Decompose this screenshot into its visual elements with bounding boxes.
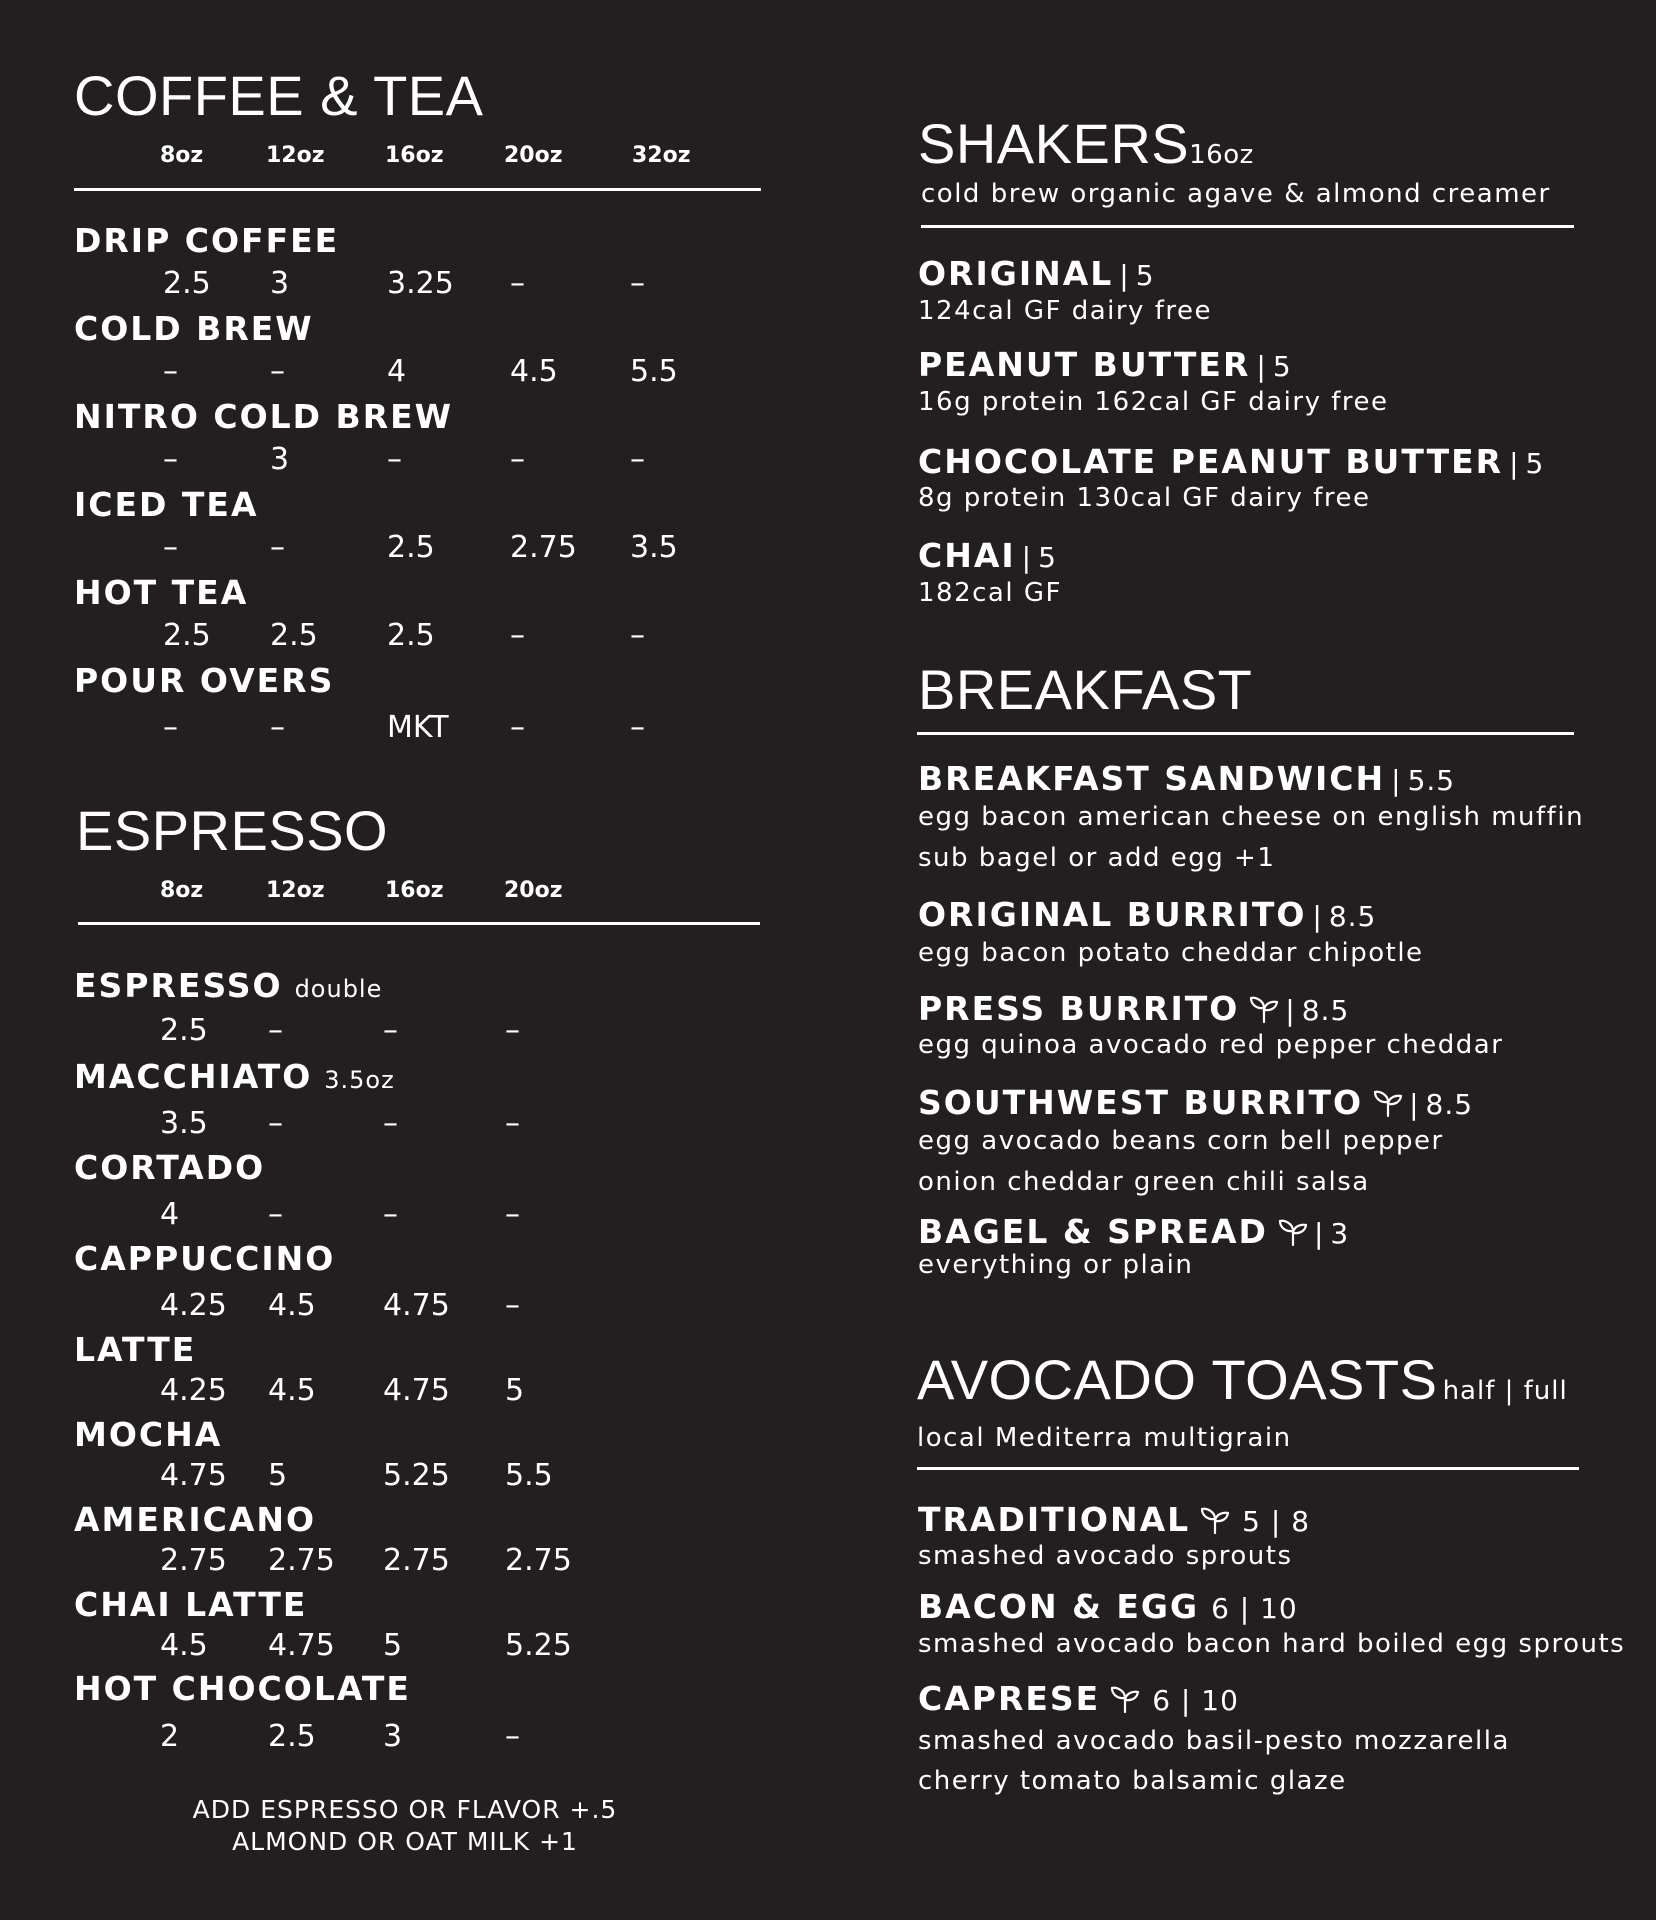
menu-item-header xyxy=(918,254,1155,293)
size-label: 12oz xyxy=(266,878,325,903)
sprout-icon xyxy=(1110,1684,1140,1714)
price-cell: 2.5 xyxy=(270,618,318,653)
milk-note: ALMOND OR OAT MILK +1 xyxy=(232,1827,578,1856)
shakers-heading xyxy=(918,112,1254,175)
menu-item-name: HOT CHOCOLATE xyxy=(74,1669,411,1708)
price-cell: – xyxy=(510,266,525,301)
menu-item-name: CAPPUCCINO xyxy=(74,1239,336,1278)
menu-item-price: 8.5 xyxy=(1328,900,1377,933)
menu-item-name: BACON & EGG xyxy=(918,1587,1200,1626)
menu-item-price: 5 | 8 xyxy=(1242,1505,1311,1538)
price-cell: 4.75 xyxy=(268,1628,335,1663)
menu-item-price: 5 xyxy=(1272,350,1292,383)
menu-item-name: POUR OVERS xyxy=(74,661,335,700)
price-cell: 4.25 xyxy=(160,1373,227,1408)
menu-item-header xyxy=(918,1679,1239,1718)
price-cell: – xyxy=(270,530,285,565)
menu-item-price: 5 xyxy=(1525,447,1545,480)
price-cell: – xyxy=(630,710,645,745)
price-cell: 2.75 xyxy=(268,1543,335,1578)
shakers-size: 16oz xyxy=(1189,140,1254,170)
price-cell: 3 xyxy=(383,1719,403,1754)
menu-item-name: CHOCOLATE PEANUT BUTTER xyxy=(918,442,1504,481)
menu-item-price: 5 xyxy=(1135,259,1155,292)
price-separator: | xyxy=(1409,1088,1420,1121)
price-cell: 5.5 xyxy=(505,1458,553,1493)
price-cell: 4.5 xyxy=(268,1288,316,1323)
price-cell: 5.5 xyxy=(630,354,678,389)
size-label: 8oz xyxy=(160,878,204,903)
price-cell: – xyxy=(163,530,178,565)
size-label: 12oz xyxy=(266,143,325,168)
espresso-title: ESPRESSO xyxy=(76,799,389,862)
menu-item-name: ORIGINAL xyxy=(918,254,1114,293)
price-cell: 2.75 xyxy=(510,530,577,565)
menu-item-description: everything or plain xyxy=(918,1250,1194,1280)
toasts-size-labels: half | full xyxy=(1442,1376,1568,1406)
item-note: 3.5oz xyxy=(324,1066,395,1094)
price-cell: 2.75 xyxy=(505,1543,572,1578)
price-separator: | xyxy=(1021,541,1033,574)
price-cell: – xyxy=(268,1013,283,1048)
toasts-title: AVOCADO TOASTS xyxy=(917,1348,1438,1411)
price-cell: – xyxy=(270,710,285,745)
price-separator: | xyxy=(1119,259,1130,292)
price-cell: – xyxy=(505,1719,520,1754)
menu-item-header xyxy=(918,442,1545,481)
price-cell: – xyxy=(383,1197,398,1232)
menu-item-description: 124cal GF dairy free xyxy=(918,296,1212,326)
menu-item-name-row xyxy=(74,1415,223,1454)
menu-item-header xyxy=(918,989,1350,1028)
price-cell: – xyxy=(630,618,645,653)
menu-item-name: MACCHIATO xyxy=(74,1057,313,1096)
menu-item-name: HOT TEA xyxy=(74,573,249,612)
menu-item-name: BREAKFAST SANDWICH xyxy=(918,759,1386,798)
price-cell: 2.5 xyxy=(387,618,435,653)
price-separator: | xyxy=(1285,994,1296,1027)
menu-item-price: 3 xyxy=(1330,1217,1350,1250)
menu-item-price: 5.5 xyxy=(1407,764,1456,797)
price-cell: 2.75 xyxy=(383,1543,450,1578)
price-cell: 2 xyxy=(160,1719,180,1754)
shakers-title: SHAKERS xyxy=(918,112,1190,175)
menu-item-description: smashed avocado bacon hard boiled egg sprouts xyxy=(918,1629,1626,1659)
price-cell: – xyxy=(630,266,645,301)
price-cell: 5.25 xyxy=(383,1458,450,1493)
price-cell: – xyxy=(383,1013,398,1048)
menu-item-name: SOUTHWEST BURRITO xyxy=(918,1083,1364,1122)
price-cell: 2.5 xyxy=(163,266,211,301)
menu-item-description: egg avocado beans corn bell pepper xyxy=(918,1126,1444,1156)
size-label: 16oz xyxy=(385,143,444,168)
price-separator: | xyxy=(1312,900,1323,933)
menu-item-name: CORTADO xyxy=(74,1148,266,1187)
price-cell: 2.75 xyxy=(160,1543,227,1578)
menu-item-name: PEANUT BUTTER xyxy=(918,345,1251,384)
menu-item-description: smashed avocado basil-pesto mozzarella xyxy=(918,1726,1510,1756)
menu-item-header xyxy=(918,759,1456,798)
price-cell: – xyxy=(505,1288,520,1323)
price-cell: 2.5 xyxy=(163,618,211,653)
price-cell: – xyxy=(270,354,285,389)
menu-item-name-row xyxy=(74,1148,266,1187)
menu-item-name: AMERICANO xyxy=(74,1500,317,1539)
price-cell: 3 xyxy=(270,442,290,477)
menu-item-name: PRESS BURRITO xyxy=(918,989,1240,1028)
menu-item-name-row xyxy=(74,1057,395,1096)
menu-item-name: COLD BREW xyxy=(74,309,314,348)
price-cell: – xyxy=(505,1013,520,1048)
menu-item-description: cherry tomato balsamic glaze xyxy=(918,1766,1347,1796)
size-label: 20oz xyxy=(504,143,563,168)
menu-item-description: 182cal GF xyxy=(918,578,1062,608)
menu-item-name: MOCHA xyxy=(74,1415,223,1454)
menu-item-name-row xyxy=(74,1500,317,1539)
menu-item-name: ORIGINAL BURRITO xyxy=(918,895,1307,934)
price-cell: – xyxy=(505,1106,520,1141)
menu-item-price: 6 | 10 xyxy=(1211,1592,1298,1625)
price-cell: 3.5 xyxy=(630,530,678,565)
price-cell: 4 xyxy=(160,1197,180,1232)
price-cell: 4.5 xyxy=(268,1373,316,1408)
menu-item-description: onion cheddar green chili salsa xyxy=(918,1167,1370,1197)
menu-item-description: smashed avocado sprouts xyxy=(918,1541,1293,1571)
menu-item-header xyxy=(918,1212,1350,1251)
price-separator: | xyxy=(1313,1217,1325,1250)
price-cell: – xyxy=(163,354,178,389)
sprout-icon xyxy=(1249,994,1279,1024)
divider xyxy=(917,732,1574,735)
menu-item-name-row xyxy=(74,1330,197,1369)
price-cell: – xyxy=(510,442,525,477)
price-separator: | xyxy=(1509,447,1520,480)
item-note: double xyxy=(294,975,383,1003)
menu-item-name-row xyxy=(74,1239,336,1278)
price-cell: 4 xyxy=(387,354,407,389)
shakers-subtitle: cold brew organic agave & almond creamer xyxy=(921,179,1551,209)
price-cell: – xyxy=(510,618,525,653)
price-cell: – xyxy=(163,442,178,477)
menu-item-description: egg bacon potato cheddar chipotle xyxy=(918,938,1424,968)
price-cell: 5 xyxy=(383,1628,403,1663)
menu-item-name: TRADITIONAL xyxy=(918,1500,1191,1539)
menu-item-header xyxy=(918,895,1377,934)
breakfast-title: BREAKFAST xyxy=(918,658,1253,721)
toasts-heading xyxy=(917,1348,1568,1411)
price-cell: 5 xyxy=(268,1458,288,1493)
price-cell: 2.5 xyxy=(268,1719,316,1754)
toasts-subtitle: local Mediterra multigrain xyxy=(917,1423,1292,1453)
menu-item-description: 16g protein 162cal GF dairy free xyxy=(918,387,1389,417)
size-label: 16oz xyxy=(385,878,444,903)
size-label: 32oz xyxy=(632,143,691,168)
price-cell: 5 xyxy=(505,1373,525,1408)
menu-item-price: 8.5 xyxy=(1301,994,1350,1027)
menu-item-header xyxy=(918,1500,1311,1539)
menu-item-price: 6 | 10 xyxy=(1152,1684,1239,1717)
price-cell: – xyxy=(630,442,645,477)
menu-item-description: egg quinoa avocado red pepper cheddar xyxy=(918,1030,1504,1060)
menu-item-name: CHAI xyxy=(918,536,1016,575)
price-cell: 4.75 xyxy=(160,1458,227,1493)
menu-item-name-row xyxy=(74,1585,308,1624)
size-label: 20oz xyxy=(504,878,563,903)
sprout-icon xyxy=(1200,1505,1230,1535)
price-cell: – xyxy=(268,1197,283,1232)
price-cell: 4.75 xyxy=(383,1373,450,1408)
menu-item-name: NITRO COLD BREW xyxy=(74,397,454,436)
menu-item-description: sub bagel or add egg +1 xyxy=(918,843,1276,873)
menu-item-header xyxy=(918,1587,1298,1626)
price-cell: – xyxy=(510,710,525,745)
divider xyxy=(74,188,761,191)
price-cell: – xyxy=(163,710,178,745)
divider xyxy=(917,1467,1579,1470)
price-cell: 2.5 xyxy=(160,1013,208,1048)
menu-item-name: ICED TEA xyxy=(74,485,259,524)
price-cell: 4.25 xyxy=(160,1288,227,1323)
menu-item-header xyxy=(918,345,1292,384)
menu-item-name: ESPRESSO xyxy=(74,966,283,1005)
price-separator: | xyxy=(1391,764,1402,797)
price-cell: 4.75 xyxy=(383,1288,450,1323)
price-cell: MKT xyxy=(387,710,449,745)
divider xyxy=(921,225,1574,228)
price-separator: | xyxy=(1256,350,1267,383)
menu-item-name-row xyxy=(74,966,383,1005)
price-cell: 3 xyxy=(270,266,290,301)
menu-item-name: DRIP COFFEE xyxy=(74,221,340,260)
price-cell: – xyxy=(268,1106,283,1141)
price-cell: 2.5 xyxy=(387,530,435,565)
menu-item-name: CHAI LATTE xyxy=(74,1585,308,1624)
coffee-tea-title: COFFEE & TEA xyxy=(74,64,484,127)
sprout-icon xyxy=(1373,1088,1403,1118)
price-cell: 4.5 xyxy=(160,1628,208,1663)
menu-item-header xyxy=(918,536,1057,575)
price-cell: – xyxy=(383,1106,398,1141)
menu-item-header xyxy=(918,1083,1474,1122)
price-cell: 3.5 xyxy=(160,1106,208,1141)
price-cell: – xyxy=(387,442,402,477)
divider xyxy=(78,922,760,925)
sprout-icon xyxy=(1278,1217,1308,1247)
price-cell: 4.5 xyxy=(510,354,558,389)
menu-item-description: egg bacon american cheese on english muffin xyxy=(918,802,1585,832)
menu-item-name: CAPRESE xyxy=(918,1679,1101,1718)
menu-item-name: LATTE xyxy=(74,1330,197,1369)
price-cell: – xyxy=(505,1197,520,1232)
menu-item-name: BAGEL & SPREAD xyxy=(918,1212,1268,1251)
menu-item-description: 8g protein 130cal GF dairy free xyxy=(918,483,1371,513)
add-ons-note: ADD ESPRESSO OR FLAVOR +.5 xyxy=(192,1795,618,1824)
price-cell: 3.25 xyxy=(387,266,454,301)
menu-item-price: 8.5 xyxy=(1425,1088,1474,1121)
price-cell: 5.25 xyxy=(505,1628,572,1663)
menu-item-price: 5 xyxy=(1038,541,1057,574)
size-label: 8oz xyxy=(160,143,204,168)
menu-item-name-row xyxy=(74,1669,411,1708)
